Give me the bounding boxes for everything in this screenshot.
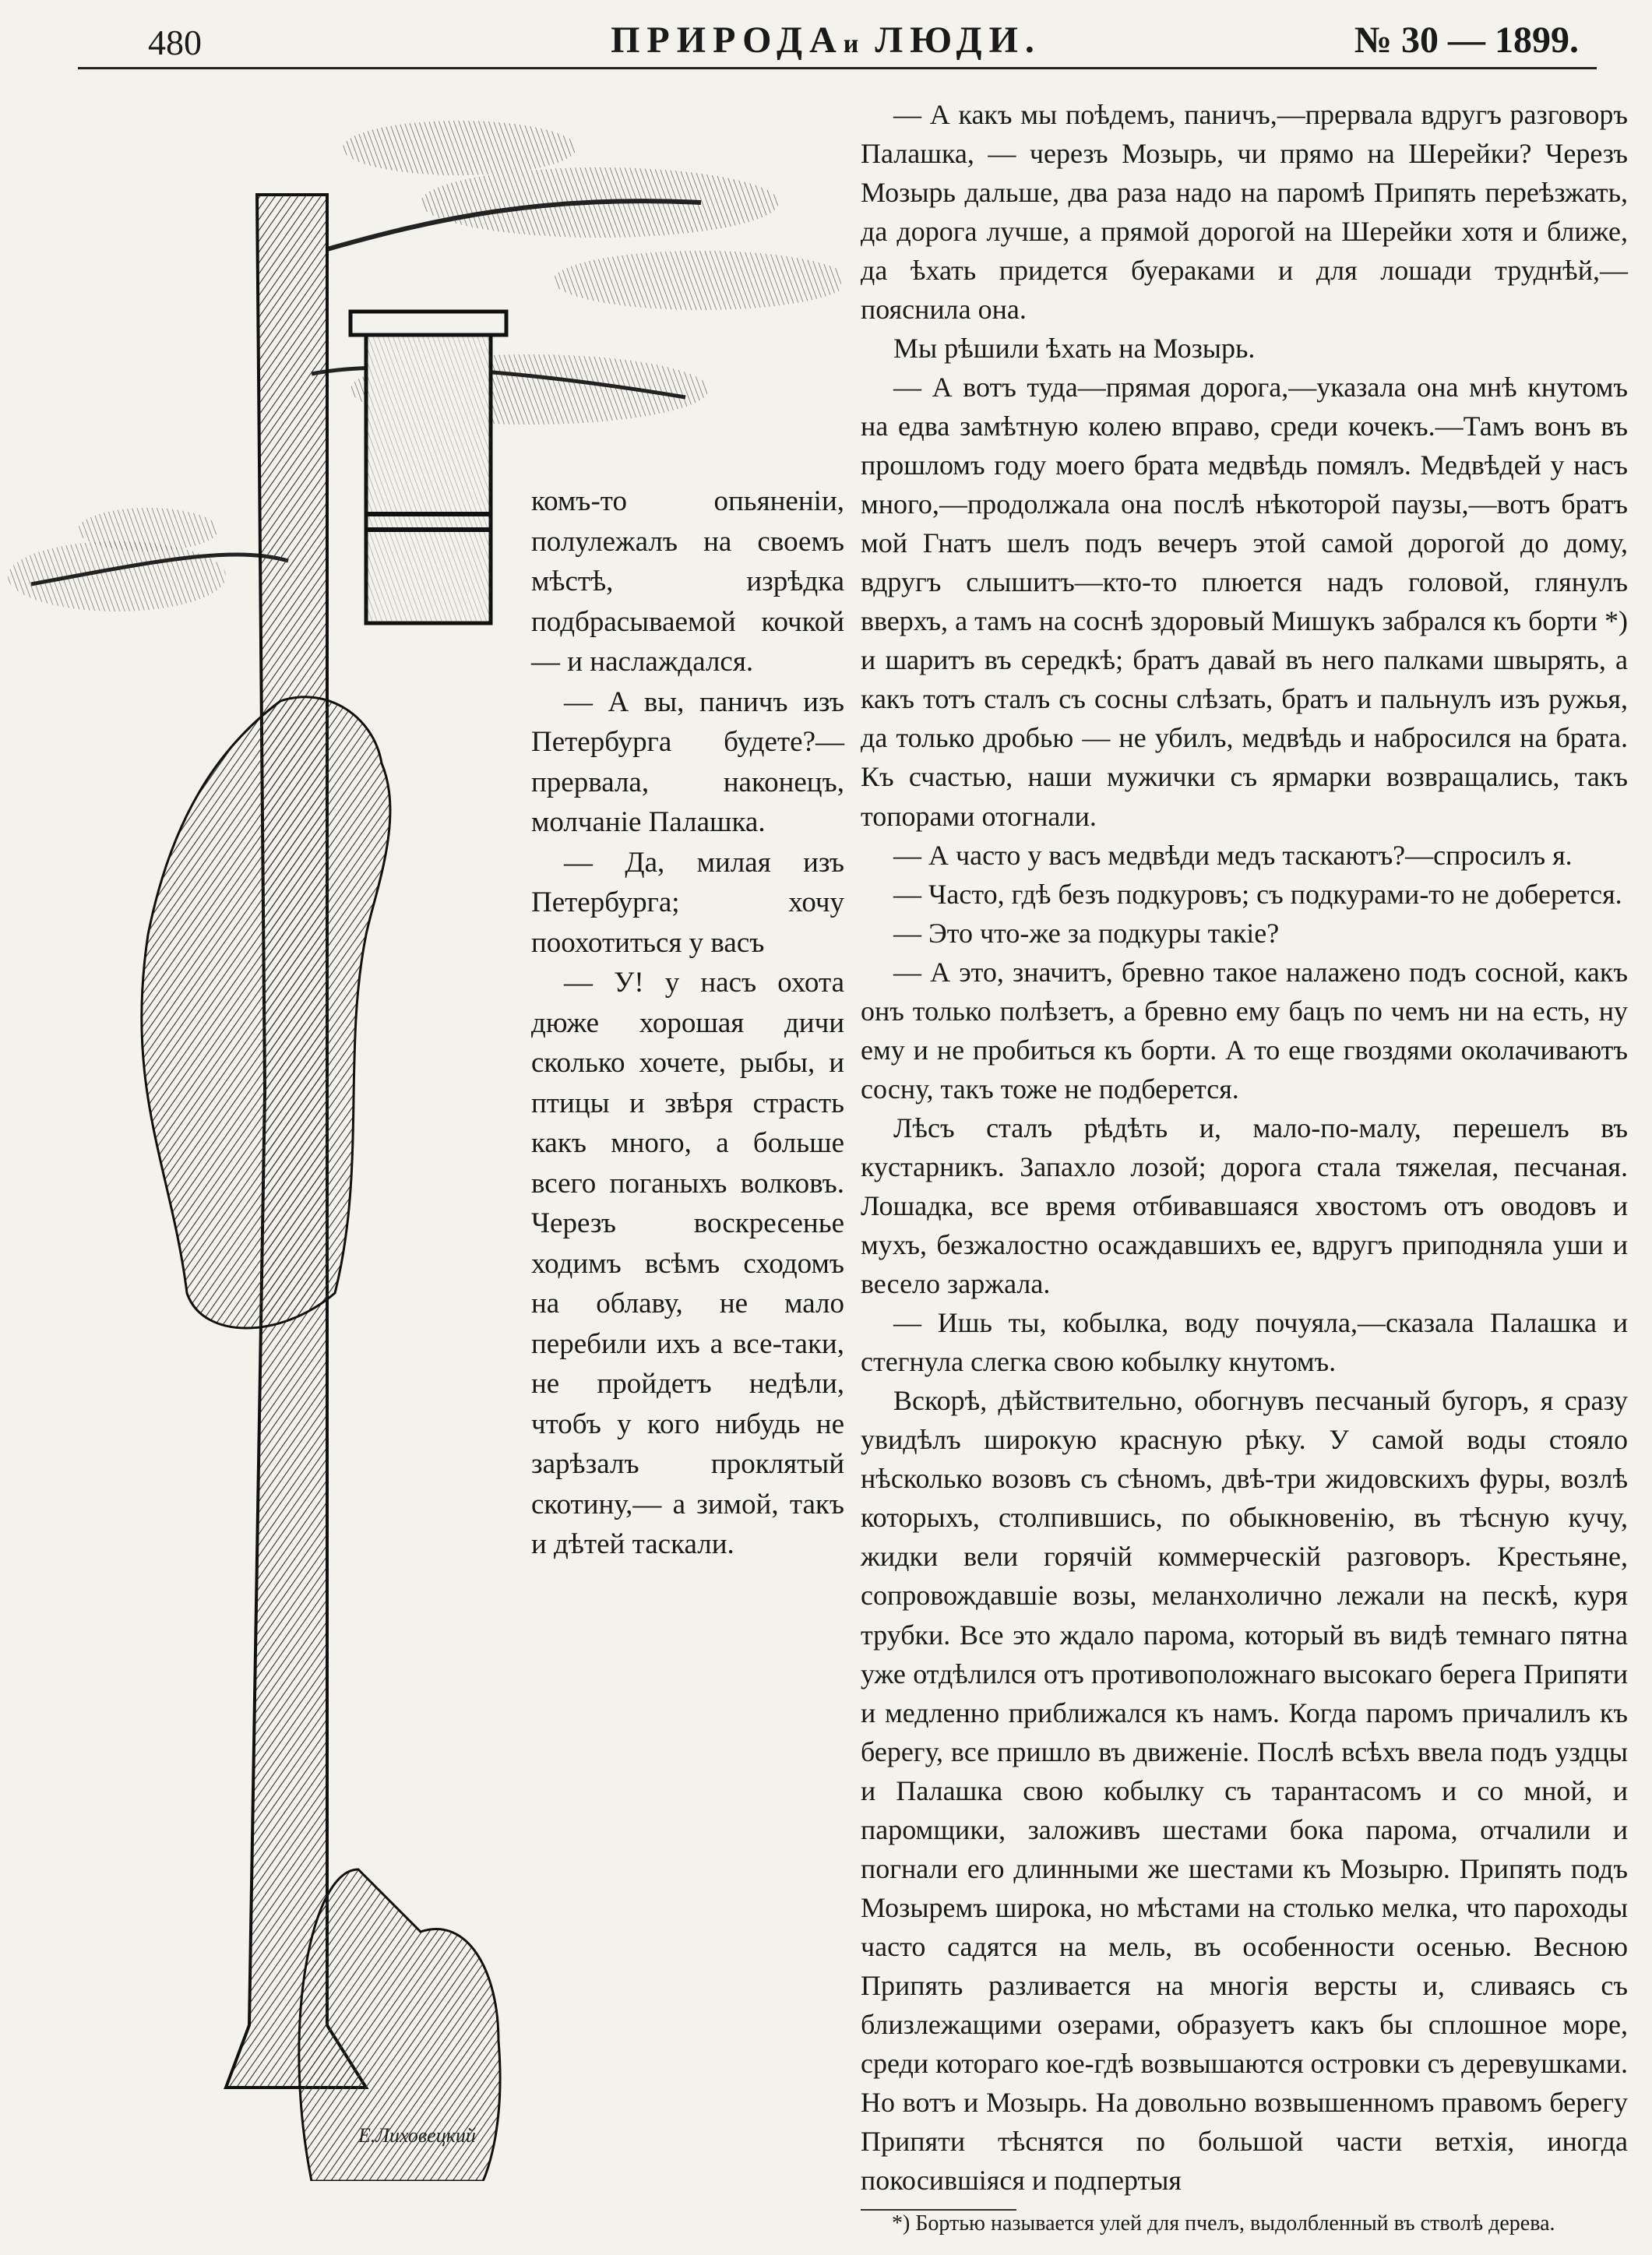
paragraph: комъ-то опьяненіи, полулежалъ на своемъ мѣстѣ, изрѣдка подбрасываемой кочкой — и наслаждался.	[531, 485, 844, 678]
text-column-right	[861, 95, 1628, 368]
paragraph: — А вы, паничъ изъ Петербурга будете?—прервала, наконецъ, молчаніе Палашка.	[531, 685, 844, 838]
paragraph: — Ишь ты, кобылка, воду почуяла,—сказала Палашка и стегнула слегка свою кобылку кнутомъ.	[861, 1307, 1628, 1378]
footnote-rule	[861, 2209, 1016, 2211]
paragraph: — А вотъ туда—прямая дорога,—указала она мнѣ кнутомъ на едва замѣтную колею вправо, среди кочекъ.—Тамъ вонъ въ прошломъ году моего брата медвѣдь помялъ. Медвѣдей у насъ много,—продолжала она послѣ нѣкоторой паузы,—вотъ братъ мой Гнатъ шелъ подъ вечеръ этой самой дорогой до дому, вдругъ слышитъ—кто-то плюется надъ головой, глянулъ вверхъ, а тамъ на соснѣ здоровый Мишукъ забрался къ борти *) и шаритъ въ середкѣ; братъ давай въ него палками швырять, а какъ тотъ сталъ съ сосны слѣзать, братъ и пальнулъ изъ ружья, да только дробью — не убилъ, медвѣдь и набросился на брата. Къ счастью, наши мужички съ ярмарки возвращались, такъ топорами отогнали.	[861, 372, 1628, 832]
paragraph: — Да, милая изъ Петербурга; хочу поохотиться у васъ	[531, 846, 844, 959]
paragraph: — У! у насъ охота дюже хорошая дичи сколько хочете, рыбы, и птицы и звѣря страсть какъ много, а больше всего поганыхъ волковъ. Черезъ воскресенье ходимъ всѣмъ сходомъ на облаву, не мало перебили ихъ а все-таки, не пройдетъ недѣли, чтобъ у кого нибудь не зарѣзалъ проклятый скотину,— а зимой, такъ и дѣтей таскали.	[531, 967, 844, 1560]
paragraph: — Часто, гдѣ безъ подкуровъ; съ подкурами-то не доберется.	[893, 878, 1622, 910]
paragraph: Лѣсъ сталъ рѣдѣть и, мало-по-малу, перешелъ въ кустарникъ. Запахло лозой; дорога стала тяжелая, песчаная. Лошадка, все время отбивавшаяся хвостомъ отъ оводовъ и мухъ, безжалостно осаждавшихъ ее, вдругъ приподняла уши и весело заржала.	[861, 1112, 1628, 1300]
artist-signature: Е.Лиховецкий	[358, 2124, 476, 2147]
journal-title-part2: ЛЮДИ.	[875, 19, 1041, 61]
paragraph: Мы рѣшили ѣхать на Мозырь.	[893, 333, 1256, 365]
text-column-narrow	[531, 481, 844, 1565]
page-header	[0, 0, 1652, 70]
journal-title-conj: и	[843, 30, 859, 58]
paragraph: — А какъ мы поѣдемъ, паничъ,—прервала вдругъ разговоръ Палашка, — черезъ Мозырь, чи прямо на Шерейки? Черезъ Мозырь дальше, два раза надо на паромѣ Припять переѣзжать, да дорога лучше, а прямой дорогой на Шерейки хотя и ближе, да ѣхать придется буераками и для лошади труднѣй,— пояснила она.	[861, 99, 1628, 326]
bear-climbing	[142, 697, 390, 1328]
paragraph: Вскорѣ, дѣйствительно, обогнувъ песчаный бугоръ, я сразу увидѣлъ широкую красную рѣку. У самой воды стояло нѣсколько возовъ съ сѣномъ, двѣ-три жидовскихъ фуры, возлѣ которыхъ, столпившись, по обыкновенію, въ тѣсную кучу, жидки вели горячій коммерческій разговоръ. Крестьяне, сопровождавшіе возы, меланхолично лежали на пескѣ, куря трубки. Все это ждало парома, который въ видѣ темнаго пятна уже отдѣлился отъ противоположнаго высокаго берега Припяти и медленно приближался къ намъ. Когда паромъ причалилъ къ берегу, все пришло въ движеніе. Послѣ всѣхъ ввела подъ уздцы и Палашка свою кобылку съ тарантасомъ и со мной, и паромщики, заложивъ шестами бока парома, отчалили и погнали его длинными же шестами къ Мозырю. Припять подъ Мозыремъ широка, но мѣстами на столько мелка, что пароходы часто садятся на мель, въ особенности осенью. Весною Припять разливается на многія версты и, сливаясь съ близлежащими озерами, образуетъ какъ бы сплошное море, среди котораго кое-гдѣ возвышаются островки съ деревушками. Но вотъ и Мозырь. На довольно возвышенномъ правомъ берегу Припяти тѣснятся по большой части ветхія, иногда покосившіяся и подпертыя	[861, 1385, 1628, 2197]
paragraph: — А часто у васъ медвѣди медъ таскаютъ?—спросилъ я.	[893, 839, 1573, 871]
header-rule	[78, 67, 1597, 69]
page-number: 480	[148, 23, 202, 62]
beehive-log	[350, 312, 506, 623]
text-column-lower	[861, 368, 1628, 2200]
footnote: *) Бортью называется улей для пчелъ, выдолбленный въ стволѣ дерева.	[892, 2211, 1555, 2236]
issue-number: № 30 — 1899.	[1354, 19, 1579, 61]
journal-title-part1: ПРИРОДА	[611, 19, 844, 61]
paragraph: — Это что-же за подкуры такіе?	[893, 917, 1280, 949]
paragraph: — А это, значитъ, бревно такое налажено подъ сосной, какъ онъ только полѣзетъ, а бревно ему бацъ по чемъ ни на есть, ну ему и не пробиться къ борти. А то еще гвоздями околачиваютъ сосну, такъ тоже не подберется.	[861, 956, 1628, 1105]
